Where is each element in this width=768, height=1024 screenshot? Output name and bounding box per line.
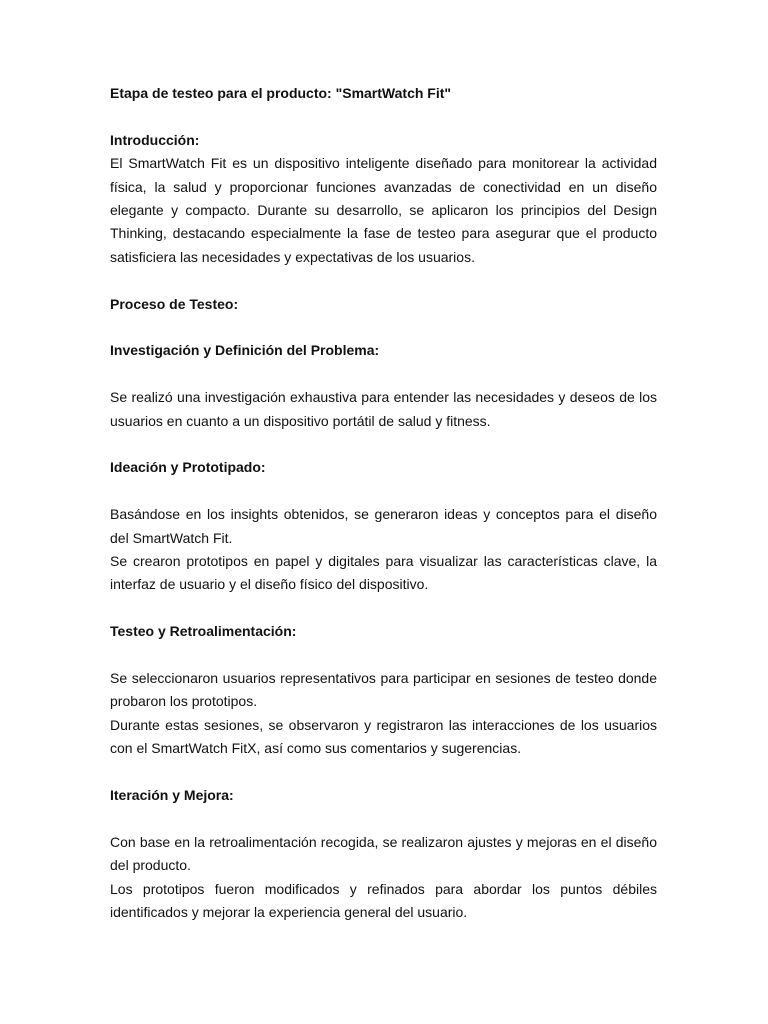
intro-paragraph: El SmartWatch Fit es un dispositivo inteligente diseñado para monitorear la actividad física, la salud y proporcionar funciones avanzadas de conectividad en un diseño elegante y compacto. Durante su desarrollo, se aplicaron los principios del Design Thinking, destacando especialmente la fase de testeo para asegurar que el producto satisficiera las necesidades y expectativas de los usuarios. [110, 155, 657, 265]
section-paragraph: Los prototipos fueron modificados y refinados para abordar los puntos débiles identificados y mejorar la experiencia general del usuario. [110, 880, 657, 921]
section-ideation [110, 456, 657, 596]
intro-heading: Introducción: [110, 131, 200, 148]
section-investigation [110, 339, 657, 433]
section-paragraph: Se seleccionaron usuarios representativos para participar en sesiones de testeo donde probaron los prototipos. [110, 670, 657, 710]
document-title: Etapa de testeo para el producto: "SmartWatch Fit" [110, 85, 452, 101]
section-paragraph: Basándose en los insights obtenidos, se generaron ideas y conceptos para el diseño del SmartWatch Fit. [110, 506, 657, 546]
section-testing [110, 620, 657, 760]
section-paragraph: Con base en la retroalimentación recogida, se realizaron ajustes y mejoras en el diseño del producto. [110, 833, 657, 874]
process-heading: Proceso de Testeo: [110, 295, 239, 312]
section-heading: Ideación y Prototipado: [110, 459, 266, 476]
section-heading: Iteración y Mejora: [110, 787, 234, 804]
section-iteration [110, 784, 657, 924]
section-paragraph: Se realizó una investigación exhaustiva para entender las necesidades y deseos de los usuarios en cuanto a un dispositivo portátil de salud y fitness. [110, 389, 657, 429]
section-paragraph: Durante estas sesiones, se observaron y registraron las interacciones de los usuarios con el SmartWatch FitX, así como sus comentarios y sugerencias. [110, 716, 657, 757]
section-paragraph: Se crearon prototipos en papel y digitales para visualizar las características clave, la interfaz de usuario y el diseño físico del dispositivo. [110, 553, 657, 593]
document-page [110, 82, 657, 924]
section-heading: Investigación y Definición del Problema: [110, 342, 380, 359]
section-heading: Testeo y Retroalimentación: [110, 623, 297, 640]
